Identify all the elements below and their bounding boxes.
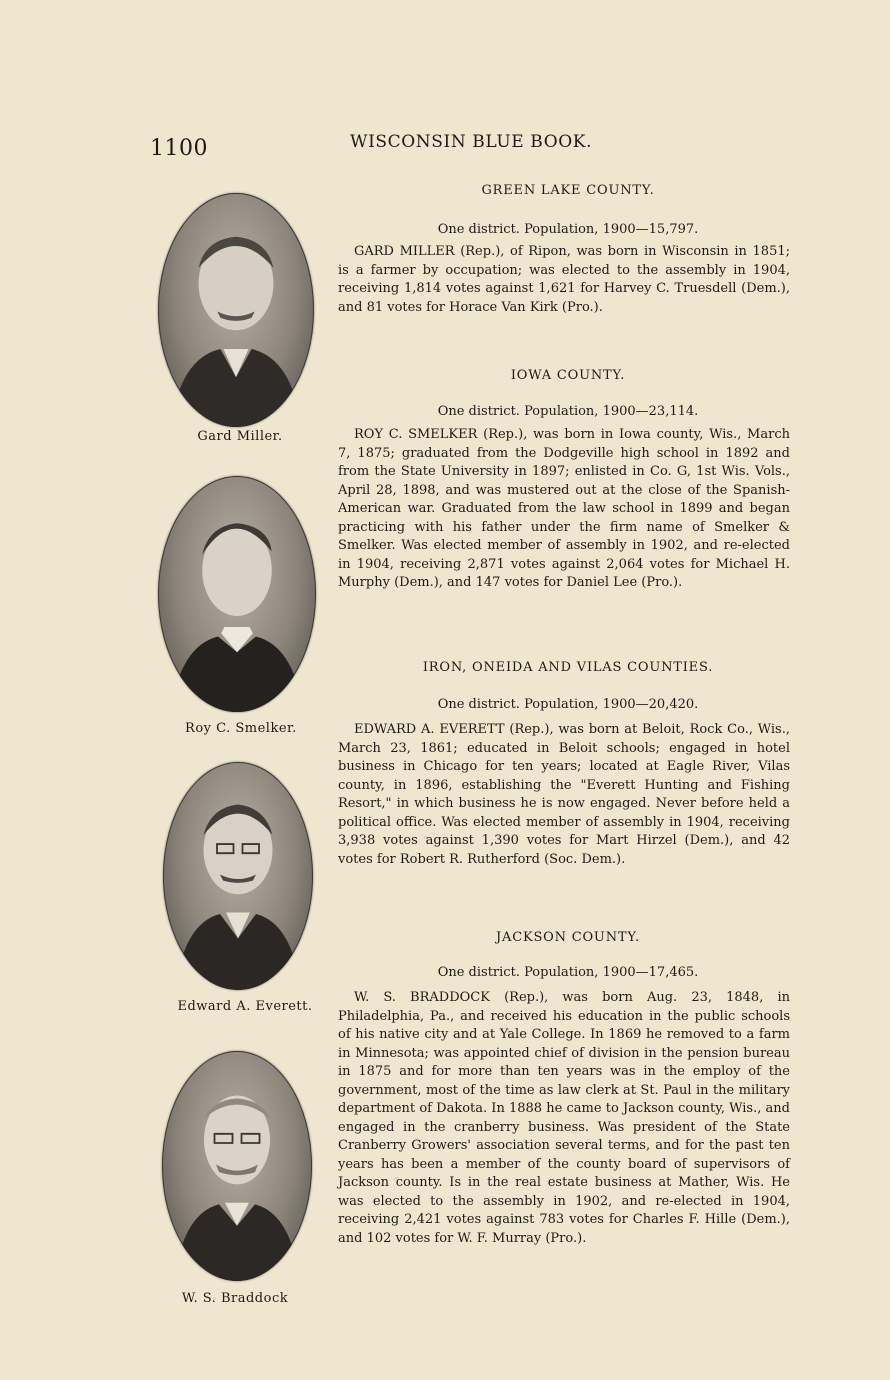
page-number: 1100 xyxy=(150,136,208,161)
district-iowa-county: One district. Population, 1900—23,114. xyxy=(437,404,699,419)
bio-gard-miller: GARD MILLER (Rep.), of Ripon, was born in Wisconsin in 1851; is a farmer by occupation; was elected to the assembly in 1904, receiving 1,814 votes against 1,621 for Harvey C. Truesdell (Dem.), and 81 votes for Horace Van Kirk (Pro.). xyxy=(338,244,790,315)
portrait-gard-miller xyxy=(158,193,314,427)
portrait-roy-smelker xyxy=(158,476,316,712)
portrait-edward-everett xyxy=(163,762,313,990)
bio-roy-smelker: ROY C. SMELKER (Rep.), was born in Iowa county, Wis., March 7, 1875; graduated from the Dodgeville high school in 1892 and from the State University in 1897; enlisted in Co. G, 1st Wis. Vols., April 28, 1898, and was mustered out at the close of the Spanish-American war. Graduated from the law school in 1899 and began practicing with his father under the firm name of Smelker & Smelker. Was elected member of assembly in 1902, and re-elected in 1904, receiving 2,871 votes against 2,064 votes for Michael H. Murphy (Dem.), and 147 votes for Daniel Lee (Pro.). xyxy=(338,427,790,590)
heading-green-lake-county: GREEN LAKE COUNTY. xyxy=(481,183,655,198)
caption-roy-smelker: Roy C. Smelker. xyxy=(185,721,297,736)
heading-jackson-county: JACKSON COUNTY. xyxy=(496,930,640,945)
district-green-lake-county: One district. Population, 1900—15,797. xyxy=(437,222,699,237)
district-iron-oneida-vilas: One district. Population, 1900—20,420. xyxy=(437,697,699,712)
book-title: WISCONSIN BLUE BOOK. xyxy=(350,132,593,152)
caption-edward-everett: Edward A. Everett. xyxy=(177,999,313,1014)
bio-ws-braddock: W. S. BRADDOCK (Rep.), was born Aug. 23, 1848, in Philadelphia, Pa., and received his education in the public schools of his native city and at Yale College. In 1869 he removed to a farm in Minnesota; was appointed chief of division in the pension bureau in 1875 and for more than ten years was in the employ of the government, most of the time as law clerk at St. Paul in the military department of Dakota. In 1888 he came to Jackson county, Wis., and engaged in the cranberry business. Was president of the State Cranberry Growers' association several terms, and for the past ten years has been a member of the county board of supervisors of Jackson county. Is in the real estate business at Mather, Wis. He was elected to the assembly in 1902, and re-elected in 1904, receiving 2,421 votes against 783 votes for Charles F. Hille (Dem.), and 102 votes for W. F. Murray (Pro.). xyxy=(338,990,790,1246)
district-jackson-county: One district. Population, 1900—17,465. xyxy=(437,965,699,980)
heading-iowa-county: IOWA COUNTY. xyxy=(510,368,626,383)
portrait-ws-braddock xyxy=(162,1051,312,1281)
caption-gard-miller: Gard Miller. xyxy=(197,429,283,444)
caption-ws-braddock: W. S. Braddock xyxy=(181,1291,289,1306)
bio-edward-everett: EDWARD A. EVERETT (Rep.), was born at Beloit, Rock Co., Wis., March 23, 1861; educated in Beloit schools; engaged in hotel business in Chicago for ten years; located at Eagle River, Vilas county, in 1896, establishing the "Everett Hunting and Fishing Resort," in which business he is now engaged. Never before held a political office. Was elected member of assembly in 1904, receiving 3,938 votes against 1,390 votes for Mart Hirzel (Dem.), and 42 votes for Robert R. Rutherford (Soc. Dem.). xyxy=(338,722,790,867)
heading-iron-oneida-vilas: IRON, ONEIDA AND VILAS COUNTIES. xyxy=(422,660,714,675)
